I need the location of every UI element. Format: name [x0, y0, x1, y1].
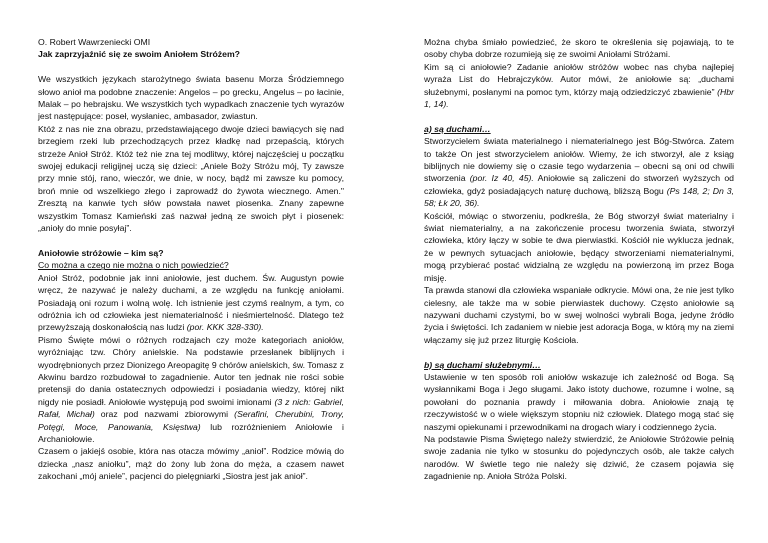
- paragraph-church: Kościół, mówiąc o stworzeniu, podkreśla, że Bóg stworzył świat materialny i świat niematerialny, a na zakończenie procesu tworzenia świata, stworzył człowieka, który łączy w sobie te dwa pierwiastki. Kościół nie wyklucza jednak, że w pewnych sytuacjach aniołowie, będący stworzeniami niematerialnymi, mogą przybierać postać widzialną ze względu na powierzoną im przez Boga misję.: [424, 210, 734, 283]
- section-heading: Aniołowie stróżowie – kim są?: [38, 247, 164, 258]
- paragraph-everyday: Czasem o jakiejś osobie, która nas otacza mówimy „anioł”. Rodzice mówią do dziecka „nasz aniołku”, mąż do żony lub żona do męża, a czasem nawet zakochani „mój aniele”, pacjenci do pielęgniarki „Siostra jest jak anioł”.: [38, 446, 344, 482]
- spacer: [424, 346, 734, 358]
- paragraph-text: Kim są ci aniołowie? Zadanie aniołów stróżów wobec nas chyba najlepiej wyraża List do Hebrajczyków. Autor mówi, że aniołowie są: „duchami służebnymi, posłanymi na pomoc tym, którzy mają odziedziczyć zbawienie”: [424, 61, 734, 97]
- paragraph-text: lub rozróżnieniem Aniołowie i Archaniołowie.: [38, 421, 344, 444]
- paragraph-text: oraz pod nazwami zbiorowymi: [94, 409, 235, 420]
- subheading-a: a) są duchami…: [424, 123, 491, 134]
- paragraph-spirits: [38, 272, 344, 334]
- reference: (Ps 148, 2; Dn 3, 58; Łk 20, 36).: [424, 185, 734, 209]
- reference: (Serafini, Cherubini, Trony, Potęgi, Moce, Panowania, Księstwa): [38, 409, 344, 432]
- paragraph-servants: Ustawienie w ten sposób roli aniołów wskazuje ich zależność od Boga. Są wysłannikami Boga i Jego sługami. Jako istoty duchowe, rozumne i wolne, są powołani do poznania prawdy i miłowania dobra. Aniołowie znają tę rzeczywistość w o wiele większym stopniu niż człowiek. Dlatego mogą stać się naszymi opiekunami i przewodnikami na drogach wiary i codziennego życia.: [424, 371, 734, 432]
- paragraph-truth: Ta prawda stanowi dla człowieka wspaniałe odkrycie. Mówi ona, że nie jest tylko cielesny, ale także ma w sobie pierwiastek duchowy. Często aniołowie są nazywani duchami czystymi, bo w swej wolności wybrali Boga, jedyne źródło życia i świętości. Ich zadaniem w niebie jest adoracja Boga, w którą my na ziemi włączamy się już przez liturgię Kościoła.: [424, 285, 734, 345]
- paragraph-hebrews: [424, 61, 734, 111]
- article-title: Jak zaprzyjaźnić się ze swoim Aniołem Stróżem?: [38, 49, 240, 60]
- section-subheading: Co można a czego nie można o nich powiedzieć?: [38, 260, 229, 271]
- right-column: [424, 36, 734, 483]
- paragraph-text: Pismo Święte mówi o różnych rodzajach czy może kategoriach aniołów, wyróżniając tzw. Chóry anielskie. Na podstawie przesłanek biblijnych i wyodrębnionych przez Dionizego Areopagitę 9 chórów anielskich, św. Tomasz z Akwinu bardzo rozbudował to zagadnienie. Autor ten jednak nie rości sobie pretensji do dania ostatecznych odpowiedzi i posiadania wiedzy, której nikt nigdy nie posiadł. Aniołowie występują pod swoimi imionami: [38, 334, 344, 407]
- reference: (por. KKK 328-330).: [186, 322, 264, 333]
- reference: (Hbr 1, 14).: [424, 86, 734, 110]
- spacer: [38, 61, 344, 73]
- paragraph-nations: Na podstawie Pisma Świętego należy stwierdzić, że Aniołowie Stróżowie pełnią swoje zadania nie tylko w stosunku do pojedynczych osób, ale także całych narodów. W świetle tego nie należy się dziwić, że czasem pojawia się zagadnienie np. Anioła Stróża Polski.: [424, 433, 734, 482]
- paragraph-creator: [424, 135, 734, 209]
- spacer: [38, 234, 344, 246]
- paragraph-picture: Któż z nas nie zna obrazu, przedstawiającego dwoje dzieci bawiących się nad brzegiem rzeki lub przechodzących przez kładkę nad przepaścią, których strzeże Anioł Stróż. Któż też nie zna tej modlitwy, której najczęściej u początku swojej edukacji religijnej uczą się dzieci: „Aniele Boży Stróżu mój, Ty zawsze przy mnie stój, rano, wieczór, we dnie, w nocy, bądź mi zawsze ku pomocy, broń mnie od wszelkiego złego i zaprowadź do żywota wiecznego. Amen." Zresztą na kanwie tych słów powstała nawet piosenka. Znany zapewne wszystkim Tomasz Kamieński zaś nazwał jedną ze swoich płyt i piosenek: „anioły do mnie posyłaj”.: [38, 123, 344, 234]
- intro-paragraph: We wszystkich językach starożytnego świata basenu Morza Śródziemnego słowo anioł ma podobne znaczenie: Angelos – po grecku, Angelus – po łacinie, Malak – po hebrajsku. We wszystkich tych wypadkach znaczenie tych wyrazów jest następujące: poseł, wysłaniec, ambasador, zwiastun.: [38, 74, 344, 122]
- left-column: [38, 36, 344, 483]
- paragraph-choirs: [38, 334, 344, 446]
- paragraph-text: Stworzycielem świata materialnego i niematerialnego jest Bóg-Stwórca. Zatem to także On jest stworzycielem aniołów. Wiemy, że ich stworzył, ale z ksiąg biblijnych nie dowiemy się o czasie tego wydarzenia – obecni są oni od chwili stworzenia: [424, 136, 734, 184]
- paragraph-text: Aniołowie są zaliczeni do stworzeń wyższych od człowieka, gdyż posiadających naturę duchową, bliższą Bogu: [424, 173, 734, 196]
- spacer: [424, 110, 734, 122]
- reference: (3 z nich: Gabriel, Rafał, Michał): [38, 396, 344, 420]
- reference: (por. Iz 40, 45).: [469, 173, 534, 184]
- paragraph-text: Anioł Stróż, podobnie jak inni aniołowie, jest duchem. Św. Augustyn powie wręcz, że nazywać je należy duchami, a ze względu na funkcję aniołami. Posiadają oni rozum i wolną wolę. Ich istnienie jest czymś realnym, a tym, co odróżnia ich od człowieka jest niematerialność i nieśmiertelność. Dlatego też przewyższają doskonałością nas ludzi: [38, 272, 344, 333]
- subheading-b: b) są duchami służebnymi…: [424, 359, 541, 370]
- paragraph-continuation: Można chyba śmiało powiedzieć, że skoro te określenia się pojawiają, to te osoby chyba dobrze rozumieją się ze swoimi Aniołami Stróżami.: [424, 37, 734, 60]
- author-line: O. Robert Wawrzeniecki OMI: [38, 37, 151, 47]
